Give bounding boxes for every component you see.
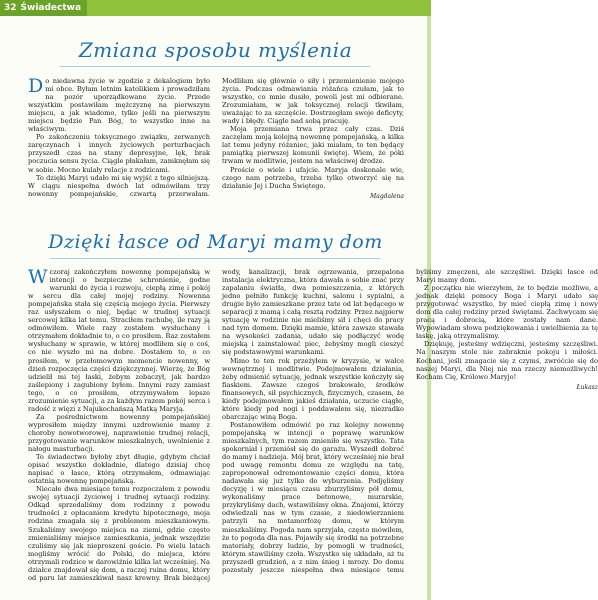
title-2-underline [50,258,380,259]
article-2-paragraph: Postanowiłem odmówić po raz kolejny nowennę pompejańską w intencji o poprawę warunków mieszkalnych, tym razem zmieniło się wszystko. Tata spokorniał i przeniósł się do garażu. Wyszedł dobroć do mamy i nadzieja. Mój brat, który wcześniej nie brał pod uwagę remontu domu ze względu na tatę, zaproponował odremontowanie części domu, która nadawała się już tylko do wyburzenia. Podjęliśmy decyzję i w miesiącu czasu zburzyliśmy pół domu, wykonaliśmy prace betonowe, murarskie, przykryliśmy dach, wstawiliśmy okna. Znajomi, którzy odwiedzali nas w tym czasie, z niedowierzaniem patrzyli na metamorfozę domu, w którym mieszkaliśmy. Pogoda nam sprzyjała, często mówiłem, że to pogoda dla nas. Pojawiły się środki na potrzebne materiały, dobrzy ludzie, by pomogli w trudności, którym stawiliśmy czoła. Wszystko się układało, aż tu przyszedł grudzień, a z nim śnieg i mrozy. Do domu pozostały jeszcze niespełna dwa miesiące temu byliśmy zmęczeni, ale szczęśliwi. Dzięki łasce od Maryi mamy dom. [222,268,598,574]
article-2-body [28,266,598,586]
dropcap: W [28,266,48,288]
article-2-title: Dzięki łasce od Maryi mamy dom [48,231,383,253]
article-1-paragraph: Do niedawna życie w zgodzie z dekalogiem było mi obce. Byłam letnim katolikiem i prowadziłam na pozór uporządkowane życie. Przede wszystkim postawiłam mężczyznę na pierwszym miejscu, a jak wiadomo, tylko jeśli na pierwszym miejscu będzie Pan Bóg, to wszystko inne na właściwym. [28,75,210,134]
article-1-signature: Magdalena [370,192,404,200]
article-1-paragraph: To dzięki Maryi udało mi się wyjść z tego silniejszą. W ciągu niespełna dwóch lat odmówiłam trzy nowenny pompejańskie, czwartą przerwałam. Modliłam się głównie o siły i przemienienie mojego życia. Podczas odmawiania różańca czułam, jak to wszystko, co mnie dusiło, powoli jest mi odbierane. Zrozumiałam, w jak toksycznej relacji tkwiłam, uważając to za szczęście. Dostrzegłam swoje deficyty, wady i błędy. Ciągle nad sobą pracuję. [28,77,404,198]
article-2-paragraph: Niecałe dwa miesiące temu rozpoczałem z powodu swojej sytuacji życiowej i trudnej sytuacji rodziny. Odkąd sprzedaliśmy dom rodzinny z powodu trudności z opłacaniem kredytu hipotecznego, moja rodzina zmagała się z problemem mieszkaniowym. Szukaliśmy swojego miejsca na ziemi, gdzie często zmienialiśmy miejsce zamieszkania, jednak wszędzie czuliśmy się jak nieproszeni goście. Po wielu latach mogliśmy wrócić do Polski, do miejsca, które otrzymali rodzice w darowiźnie kilka lat wcześniej. Na działce znajdował się dom, a raczej ruina domu, który od paru lat zamieszkiwał nasz krewny. Brak bieżącej wody, kanalizacji, brak ogrzewania, przepalona instalacja elektryczna, która dawała o sobie znać przy zapalaniu światła, dwa pomieszczenia, z których jedno pełniło funkcję kuchni, salonu i sypialni, a drugie było zamieszkane przez tate od lat będącego w separacji z mamą i całą resztą rodziny. Przez najpierw sytuację w rodzinie nie mieliśmy sił i chęci do pracy nad tym domem. Dzięki mamie, która zawsze stawała na wysokości zadania, udało się podłączyć wodę miejską i zainstalować piec, żebyśmy mogli cieszyć się podstawowymi warunkami. [28,268,404,582]
article-1-body [28,77,404,217]
section-title: Świadectwa [20,3,82,13]
title-1-underline [60,66,370,67]
article-2-paragraph: Wczoraj zakończyłem nowennę pompejańską w intencji o bezpieczne schronienie, godne warunki do życia i rozwoju, ciepłą zimę i pokój w sercu dla całej mojej rodziny. Nowenna pompejańska stała się częścią mojego życia. Pierwszy raz usłyszałem o niej, będąc w trudnej sytuacji sercowej kilka lat temu. Straciłem rachubę, ile razy ją odmówiłem. Wiele razy zostałem wysłuchany i otrzymałem dokładnie to, o co prosiłem. Raz zostałem wysłuchany w sprawie, w której modliłem się o coś, co nie wyszło mi na dobre. Dostałem to, o co prosiłem, w przełomowym momencie nowenny, w dzień rozpoczęcia części dziękczynnej. Wierzę, że Bóg udzielił mi tej łaski, żebym zobaczył, jak bardzo zaślepiony i zagubiony byłem. Innymi razy zamiast tego, o co prosiłem, otrzymywałem lepsze zrozumienie sytuacji, a za każdym razem pokój serca i radość z więzi z Najukochańszą Matką Maryją. [28,266,210,413]
article-2-paragraph: Dziękuję, jesteśmy wdzięczni, jesteśmy szczęśliwi. Na naszym stole nie zabraknie pokoju i miłości. Kochani, jeśli zmagacie się z czymś, zwróćcie się do naszej Maryi, dla Niej nie ma rzeczy niemożliwych! Kocham Cię, Królowo Maryjo! [416,340,598,381]
article-2-paragraph: Mimo to ten rok przeżyłem w kryzysie, w walce wewnętrznej i modlitwie. Podejmowałem działania, żeby odmienić sytuację, jednak wszystkie kończyły się fiaskiem. Zawsze czegoś brakowało, środków finansowych, sił psychicznych, fizycznych, czasem, że kiedy podejmowałem jakieś działania, uczucie ciągłe, które kiedy pod nogi i poddawałem się, niezradko obarczając winą Boga. [222,356,404,421]
section-header [0,0,87,16]
page-number: 32 [4,3,17,13]
article-2-paragraph: Z początku nie wierzyłem, że to będzie możliwe, a jednak dzięki pomocy Boga i Maryi udało się przygotować wszystko, by mieć ciepłą zimę i nowy dom dla całej rodziny przed świętami. Zachwycam się pracą i dobrocią, które zostały nam dane. Wypowiadam słowa podziękowania i uwielbienia za tę łaskę, jaką otrzymaliśmy. [416,284,598,341]
article-1-paragraph: Moja przemiana trwa przez cały czas. Dziś zaczęłam moją kolejną nowennę pompejańską, a kilka lat temu jedyny różaniec, jaki miałam, to ten będący pamiątką pierwszej komunii świętej. Wiem, że póki trwam w modlitwie, jestem na właściwej drodze. [222,125,404,166]
article-1-paragraph: Proście o wiele i ufajcie. Maryja doskonale wie, czego nam potrzeba, trzeba tylko otworzyć się na działanie Jej i Ducha Świętego. [222,165,404,190]
dropcap: D [28,75,44,97]
article-1-paragraph: Po zakończeniu toksycznego związku, zerwanych zaręczynach i innych życiowych perturbacjach przyszedł czas na stany depresyjne, lęk, brak poczucia sensu życia. Ciągle płakałam, zamknęłam się w sobie. Mocno kulały relacje z rodzicami. [28,133,210,174]
article-2-paragraph: To świadectwo byłoby zbyt długie, gdybym chciał opisać wszystko dokładnie, dlatego dzisiaj chcę napisać o łasce, którą otrzymałem, odmawiając ostatnią nowennę pompejańską. [28,453,210,486]
article-1-title: Zmiana sposobu myślenia [78,38,353,62]
article-2-signature: Łukasz [576,383,598,391]
article-2-paragraph: Za pośrednictwem nowenny pompejańskiej wyprosiłem między innymi uzdrowienie mamy z choroby nowotworowej, naprawienie trudnej relacji, przygotowanie warunków mieszkalnych, uwolnienie z nałogu masturbacji. [28,412,210,454]
